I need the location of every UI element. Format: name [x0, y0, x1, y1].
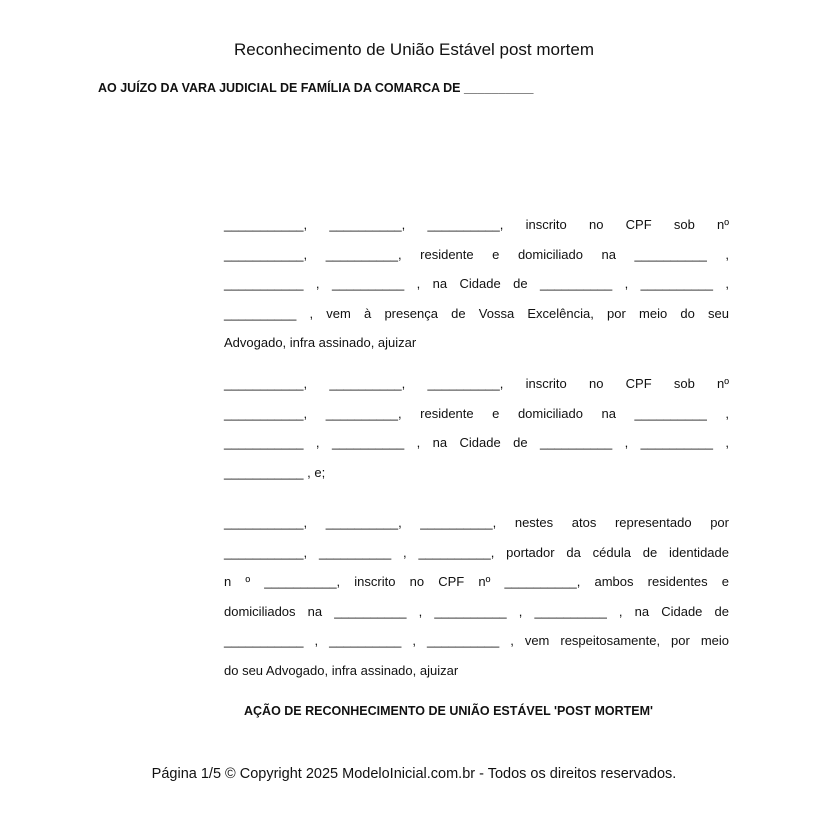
paragraph-line: ___________ , __________ , na Cidade de __________ , __________ ,: [224, 435, 729, 450]
paragraph-first-party: [224, 210, 729, 358]
action-title: AÇÃO DE RECONHECIMENTO DE UNIÃO ESTÁVEL 'POST MORTEM': [244, 704, 653, 718]
paragraph-line: ___________ , e;: [224, 464, 326, 480]
paragraph-line: domiciliados na __________ , __________ , __________ , na Cidade de: [224, 603, 729, 619]
paragraph-heirs: [224, 508, 729, 685]
paragraph-line: do seu Advogado, infra assinado, ajuizar: [224, 662, 459, 678]
paragraph-line: ___________, __________, residente e domiciliado na __________ ,: [224, 405, 729, 421]
document-title: Reconhecimento de União Estável post mortem: [233, 40, 594, 59]
court-addressee: AO JUÍZO DA VARA JUDICIAL DE FAMÍLIA DA COMARCA DE __________: [98, 81, 534, 95]
paragraph-second-party: [224, 369, 729, 487]
paragraph-line: n º __________, inscrito no CPF nº __________, ambos residentes e: [224, 574, 729, 589]
paragraph-line: Advogado, infra assinado, ajuizar: [224, 335, 417, 350]
page-footer: Página 1/5 © Copyright 2025 ModeloInicial.com.br - Todos os direitos reservados.: [151, 766, 677, 782]
paragraph-line: ___________, __________, __________, inscrito no CPF sob nº: [224, 217, 729, 232]
paragraph-line: ___________ , __________ , __________ , vem respeitosamente, por meio: [224, 633, 729, 648]
paragraph-line: ___________, __________ , __________, portador da cédula de identidade: [224, 544, 729, 560]
paragraph-line: ___________, __________, residente e domiciliado na __________ ,: [224, 246, 729, 262]
paragraph-line: ___________, __________, __________, inscrito no CPF sob nº: [224, 376, 729, 391]
paragraph-line: ___________ , __________ , na Cidade de __________ , __________ ,: [224, 276, 729, 291]
paragraph-line: __________ , vem à presença de Vossa Excelência, por meio do seu: [224, 305, 729, 321]
paragraph-line: ___________, __________, __________, nestes atos representado por: [224, 515, 729, 530]
